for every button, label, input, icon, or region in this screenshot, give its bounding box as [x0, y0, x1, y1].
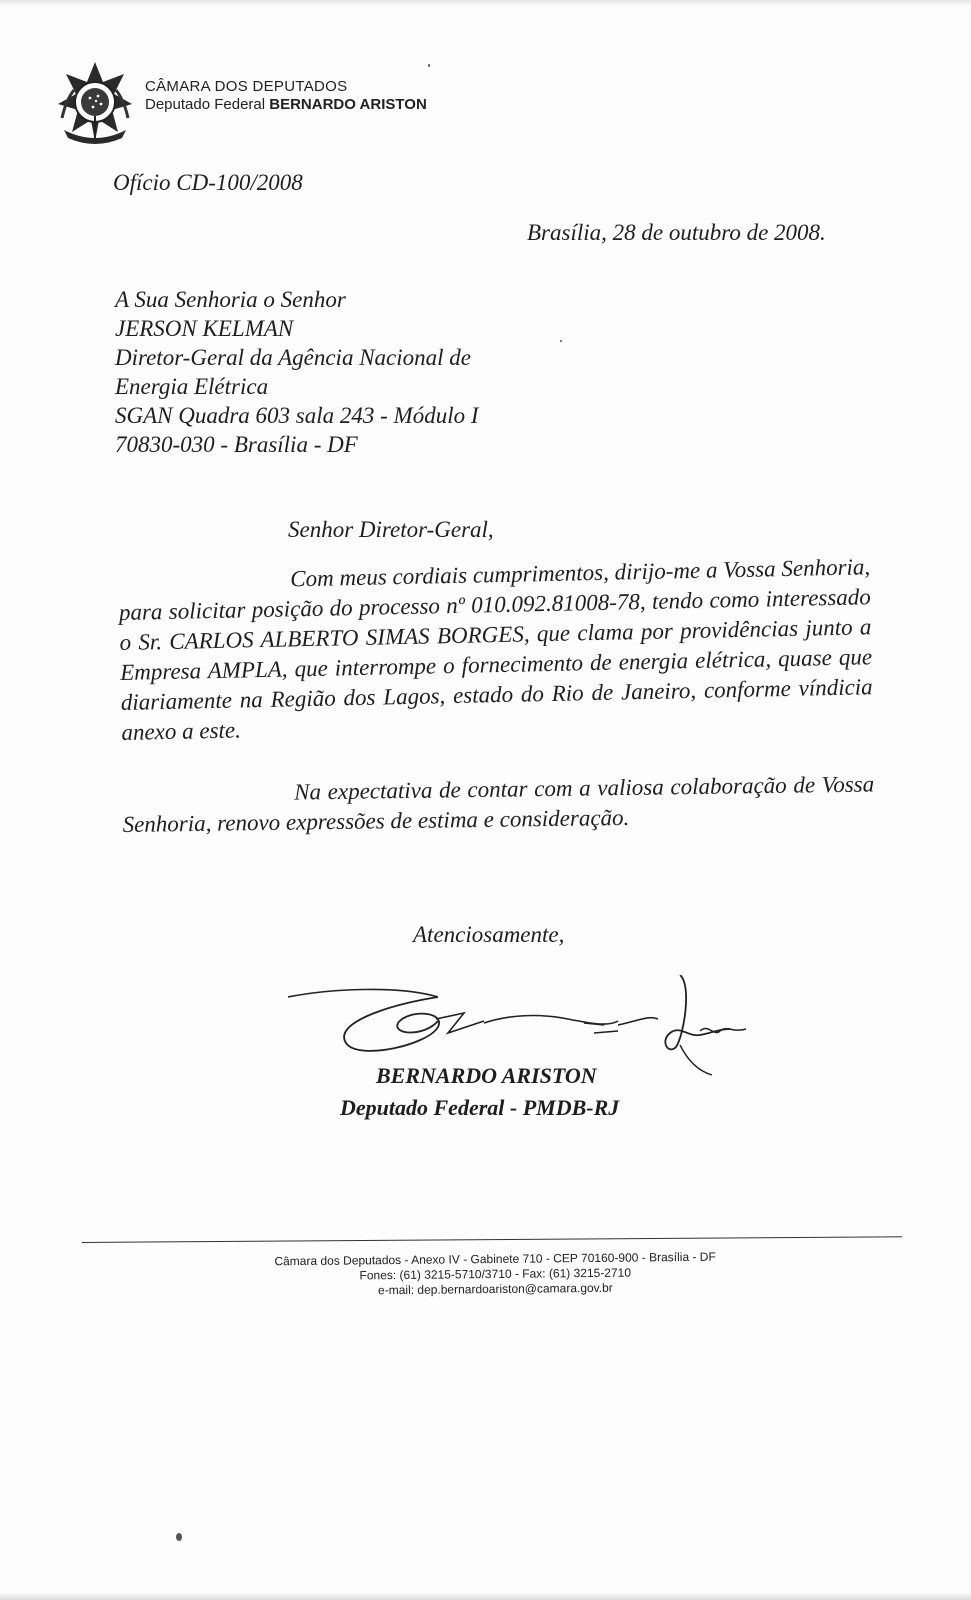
letterhead: [145, 78, 427, 114]
institution-name: CÂMARA DOS DEPUTADOS: [145, 78, 348, 95]
signer-role: Deputado Federal - PMDB-RJ: [340, 1095, 620, 1120]
scan-speck: [428, 64, 430, 67]
body-paragraph-2: [122, 770, 875, 840]
footer-email: e-mail: dep.bernardoariston@camara.gov.br: [377, 1280, 613, 1298]
paragraph-text: Com meus cordiais cumprimentos, dirijo-me a Vossa Senhoria, para solicitar posição do processo nº 010.092.81008-78, tendo como interessado o Sr. CARLOS ALBERTO SIMAS BORGES, que clama por providências junto a Empresa AMPLA, que interrompe o fornecimento de energia elétrica, quase que diariamente na Região dos Lagos, estado do Rio de Janeiro, conforme víndicia anexo a este.: [118, 554, 873, 745]
document-reference: Ofício CD-100/2008: [113, 170, 303, 195]
scan-speck: [176, 1533, 182, 1541]
recipient-line: A Sua Senhoria o Senhor: [115, 287, 346, 312]
letter-date: Brasília, 28 de outubro de 2008.: [527, 220, 826, 245]
closing: Atenciosamente,: [413, 922, 565, 947]
salutation: Senhor Diretor-Geral,: [288, 517, 494, 542]
footer-address: Câmara dos Deputados - Anexo IV - Gabinete 710 - CEP 70160-900 - Brasília - DF: [274, 1249, 716, 1269]
recipient-address: [115, 285, 479, 459]
recipient-line: SGAN Quadra 603 sala 243 - Módulo I: [115, 403, 479, 428]
scan-edge-bottom: [0, 1592, 971, 1600]
paragraph-text: Na expectativa de contar com a valiosa colaboração de Vossa Senhoria, renovo expressões de estima e consideração.: [122, 771, 875, 837]
deputy-name: BERNARDO ARISTON: [269, 96, 427, 113]
recipient-line: Energia Elétrica: [115, 374, 269, 399]
scan-edge-top: [0, 0, 971, 6]
signer-name: BERNARDO ARISTON: [376, 1063, 597, 1088]
recipient-line: Diretor-Geral da Agência Nacional de: [115, 345, 471, 370]
brazil-coat-of-arms-icon: [56, 60, 134, 146]
recipient-line: 70830-030 - Brasília - DF: [115, 432, 358, 457]
body-paragraph-1: [118, 552, 874, 748]
footer-phones: Fones: (61) 3215-5710/3710 - Fax: (61) 3215-2710: [359, 1265, 632, 1283]
scan-speck: [560, 340, 562, 342]
title-prefix: Deputado Federal: [145, 96, 266, 113]
deputy-line: [145, 96, 427, 114]
recipient-line: JERSON KELMAN: [115, 316, 294, 341]
footer: [200, 1249, 790, 1300]
footer-divider: [82, 1236, 902, 1243]
